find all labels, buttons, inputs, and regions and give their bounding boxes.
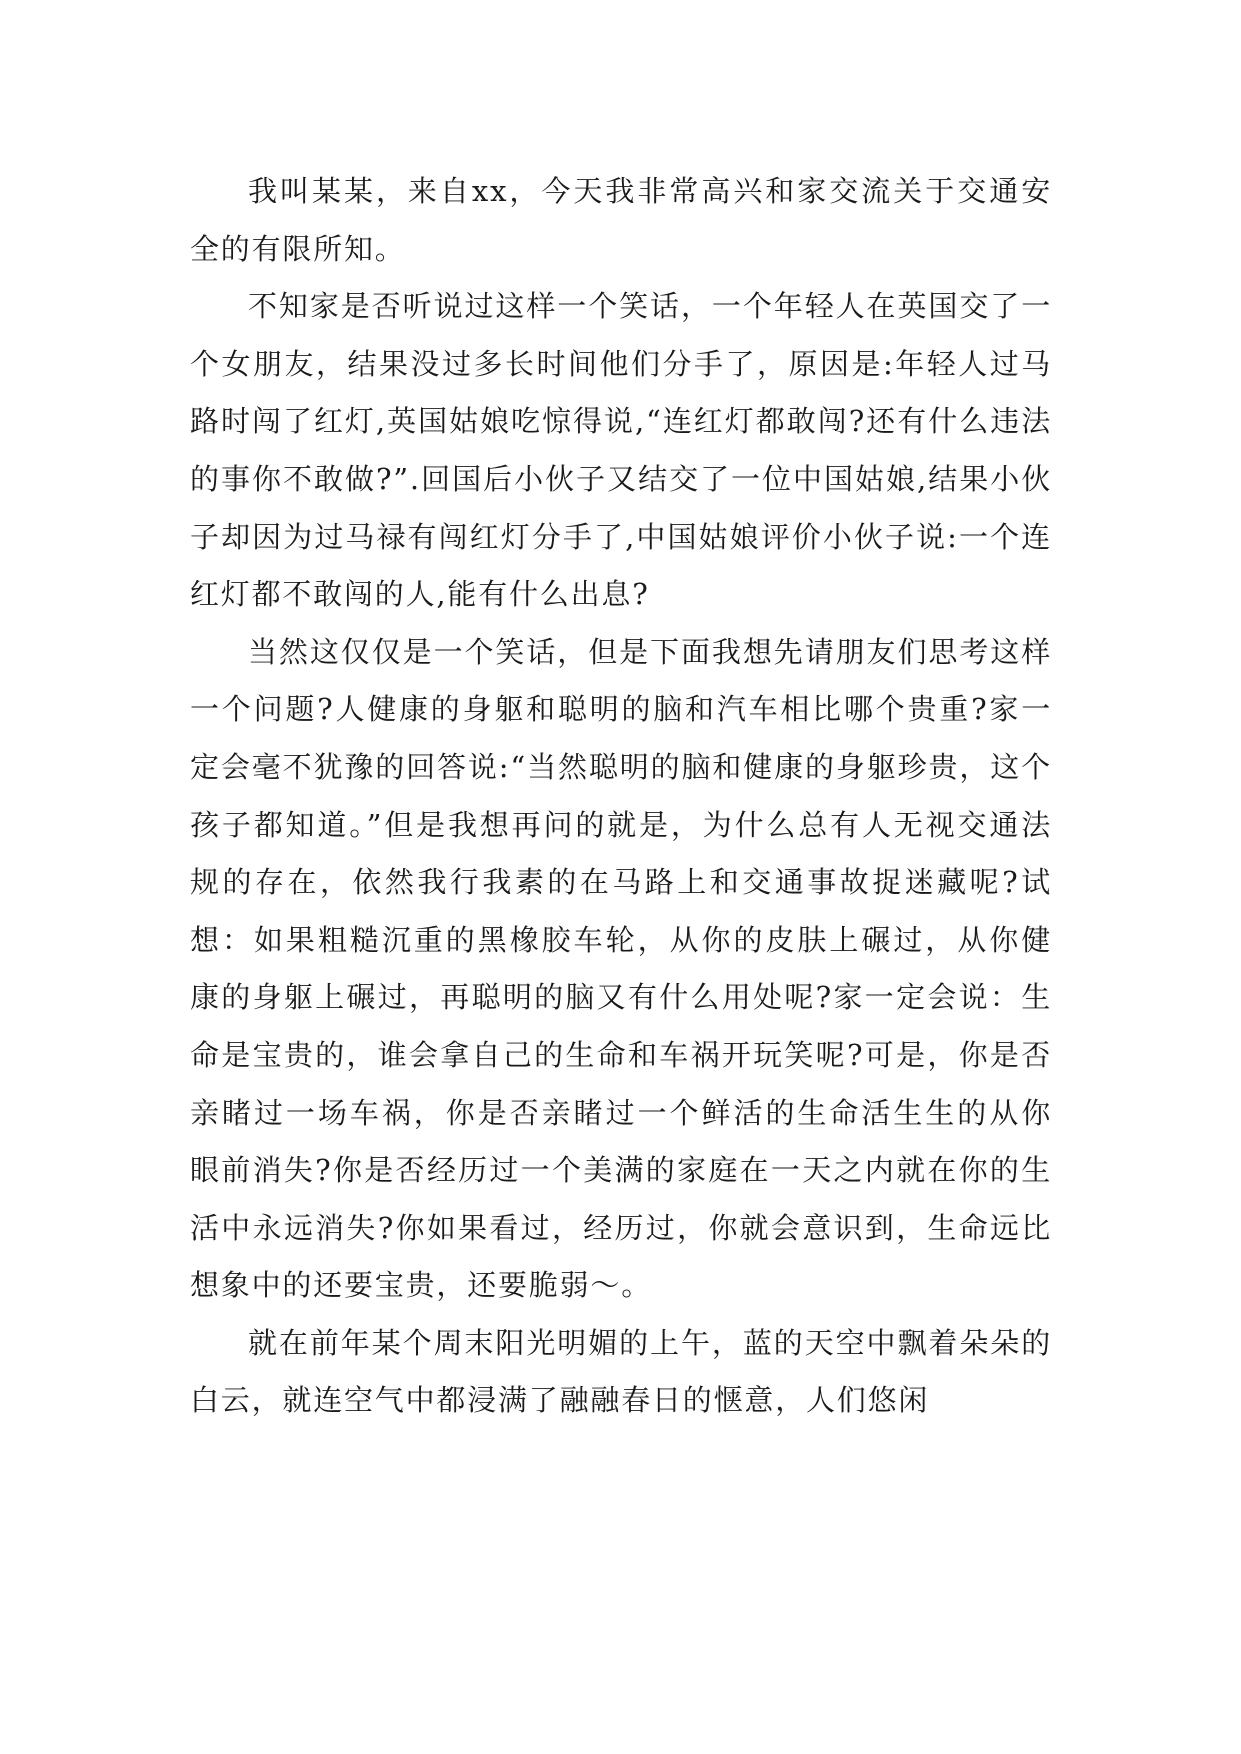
body-text <box>190 163 1052 1430</box>
paragraph-joke: 不知家是否听说过这样一个笑话，一个年轻人在英国交了一个女朋友，结果没过多长时间他们分手了，原因是:年轻人过马路时闯了红灯,英国姑娘吃惊得说,“连红灯都敢闯?还有什么违法的事你不敢做?”.回国后小伙子又结交了一位中国姑娘,结果小伙子却因为过马禄有闯红灯分手了,中国姑娘评价小伙子说:一个连红灯都不敢闯的人,能有什么出息? <box>190 289 1052 612</box>
paragraph-reflection: 当然这仅仅是一个笑话，但是下面我想先请朋友们思考这样一个问题?人健康的身躯和聪明的脑和汽车相比哪个贵重?家一定会毫不犹豫的回答说:“当然聪明的脑和健康的身躯珍贵，这个孩子都知道。”但是我想再问的就是，为什么总有人无视交通法规的存在，依然我行我素的在马路上和交通事故捉迷藏呢?试想：如果粗糙沉重的黑橡胶车轮，从你的皮肤上碾过，从你健康的身躯上碾过，再聪明的脑又有什么用处呢?家一定会说：生命是宝贵的，谁会拿自己的生命和车祸开玩笑呢?可是，你是否亲睹过一场车祸，你是否亲睹过一个鲜活的生命活生生的从你眼前消失?你是否经历过一个美满的家庭在一天之内就在你的生活中永远消失?你如果看过，经历过，你就会意识到，生命远比想象中的还要宝贵，还要脆弱～。 <box>190 634 1052 1303</box>
paragraph-introduction: 我叫某某，来自xx，今天我非常高兴和家交流关于交通安全的有限所知。 <box>190 174 1052 266</box>
paragraph-story: 就在前年某个周末阳光明媚的上午，蓝的天空中飘着朵朵的白云，就连空气中都浸满了融融春日的惬意，人们悠闲 <box>190 1325 1052 1418</box>
